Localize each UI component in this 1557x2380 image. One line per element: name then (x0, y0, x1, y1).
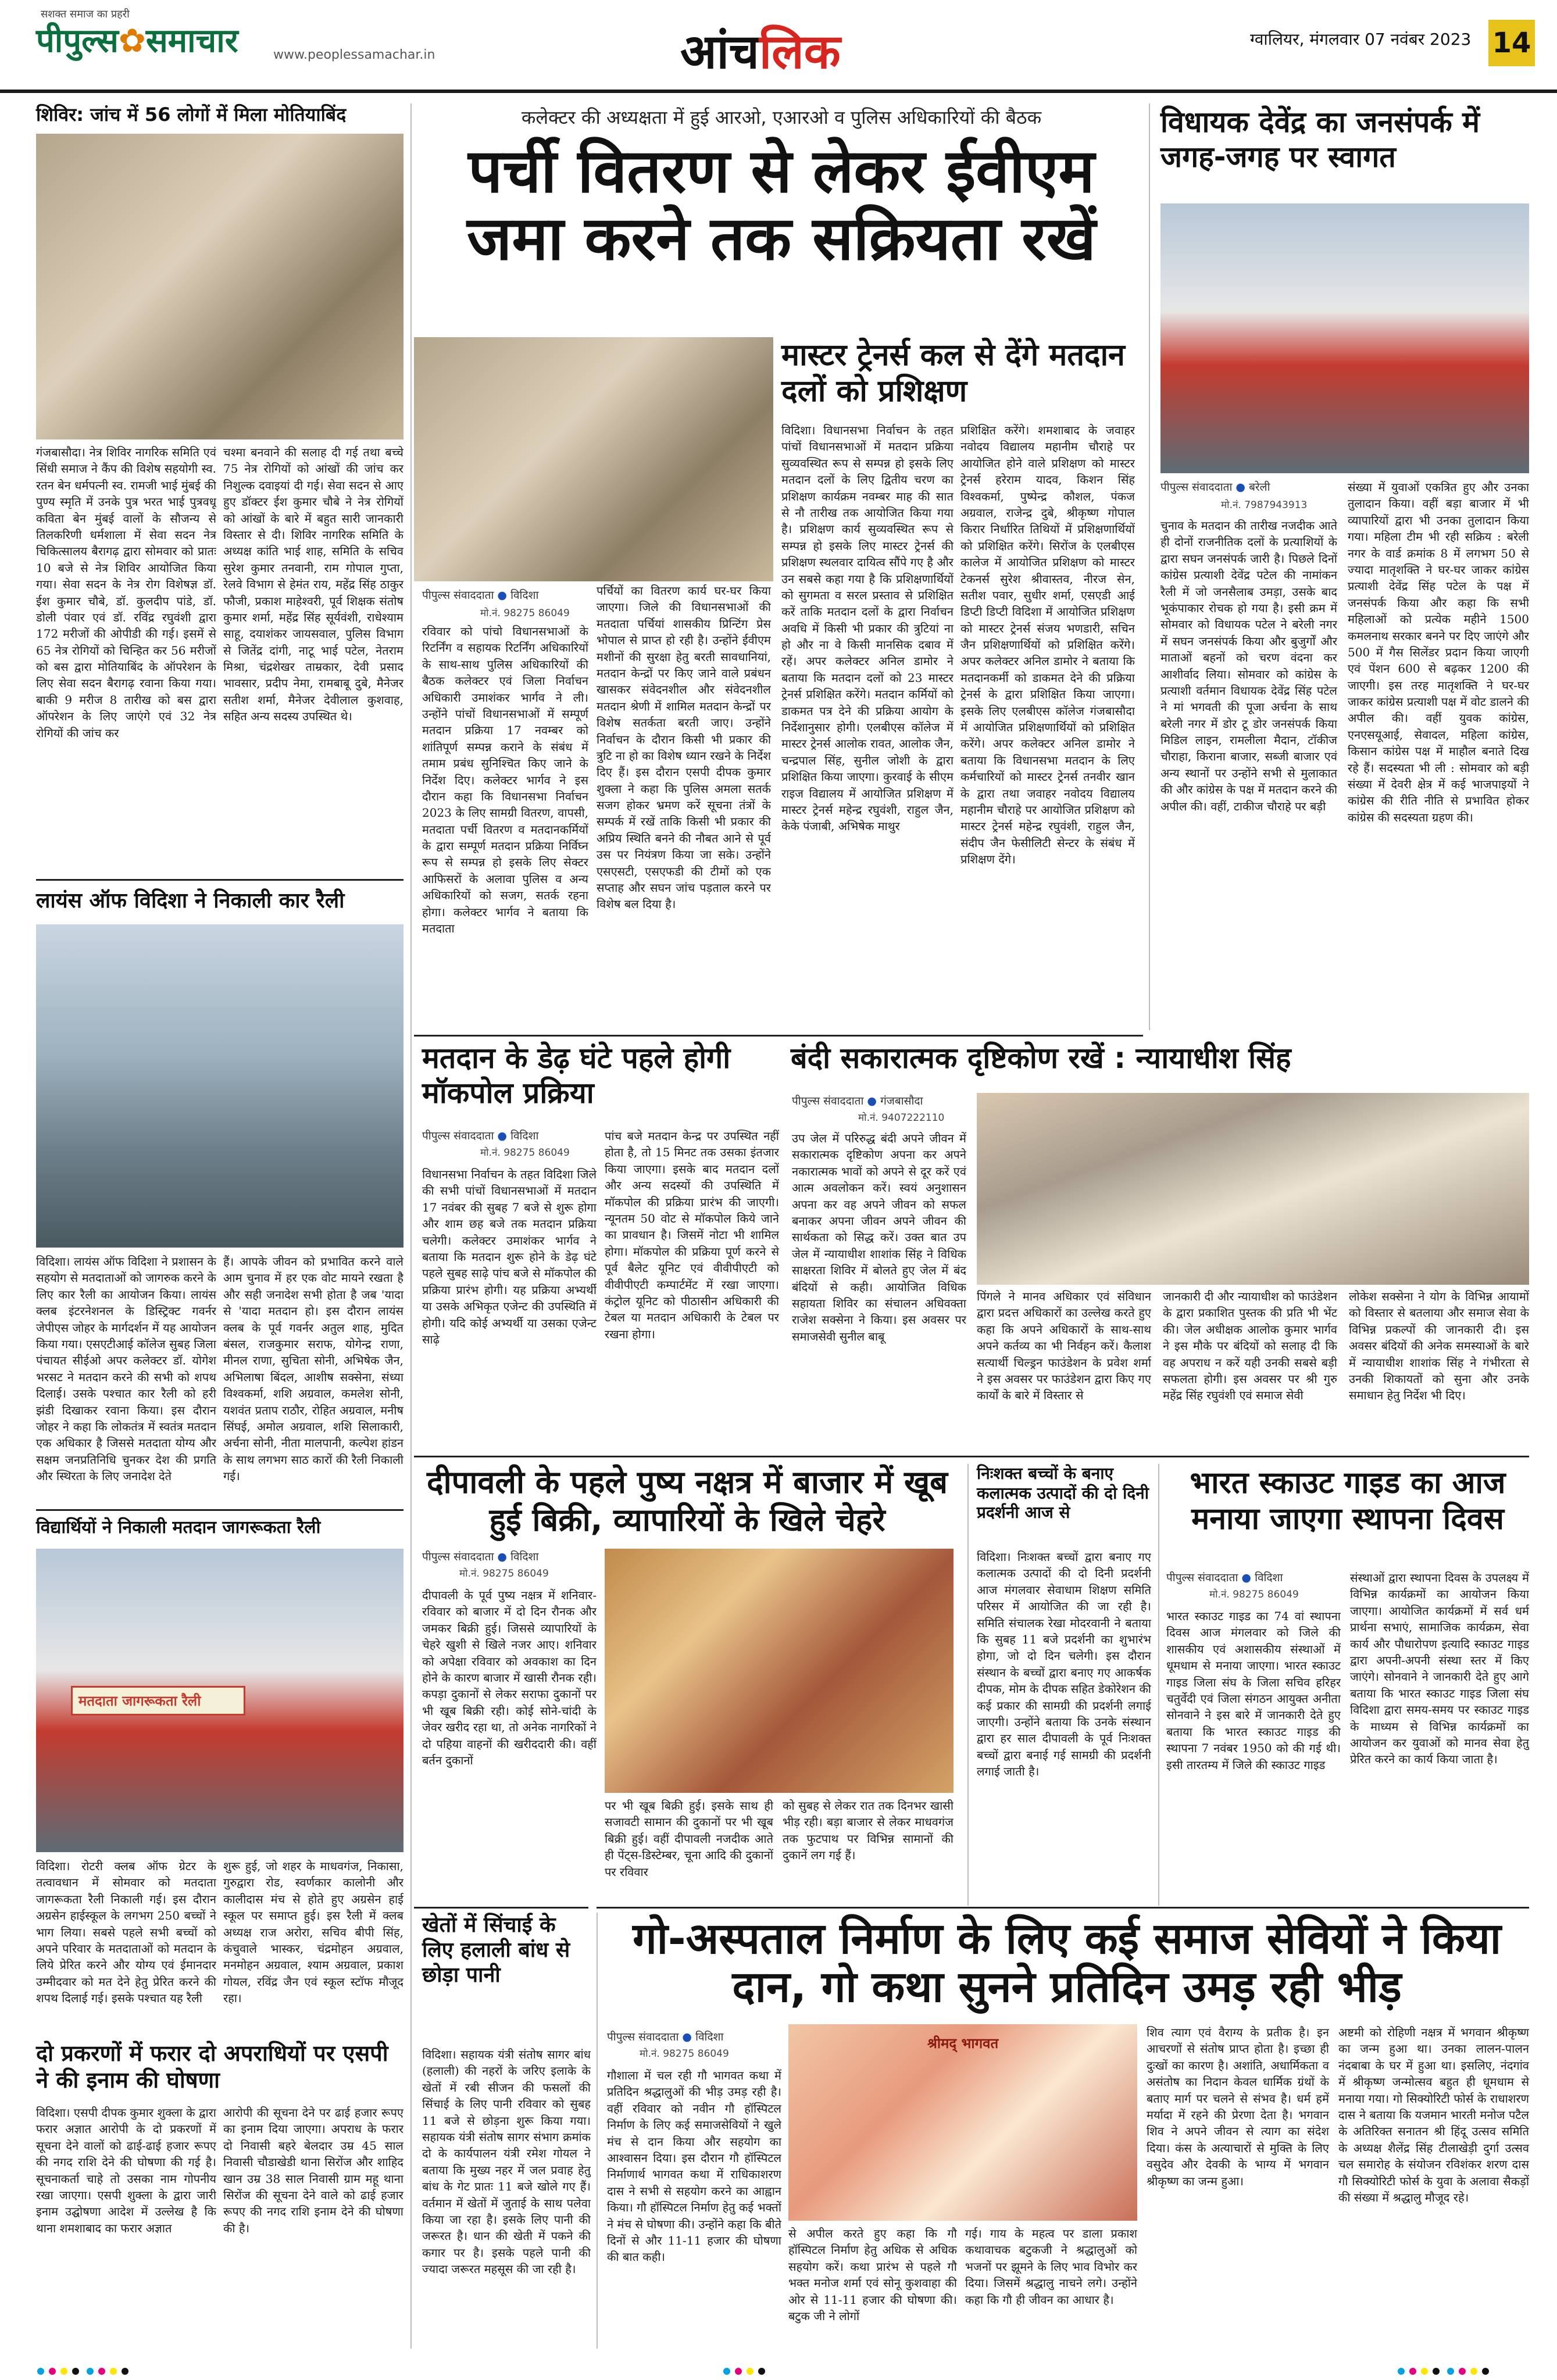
gau-byline (607, 2029, 723, 2044)
car-rally-body-col2: हैं। आपके जीवन को प्रभावित करने वाले आम चुनाव में हर एक वोट मायने रखता है और सही जनादेश सभी होता है जब 'यादा से 'यादा मतदान हो। इस दौरान लायंस क्लब के पूर्व गवर्नर अतुल शाह, मुदित बंसल, राजकुमार सराफ, योगेन्द्र राणा, मीनल राणा, सुचिता सोनी, अभिषेक जैन, अभिलाषा बिंदल, आशीष सक्सेना, संध्या विश्वकर्मा, शशि अग्रवाल, कमलेश सोनी, यशवंत प्रताप राठौर, रोहित अग्रवाल, मनीष सिंघई, अमोल अग्रवाल, शशि सिलाकारी, अर्चना सोनी, नीता मालपानी, कल्पेश हांडन के साथ लगभग साठ कारों की रैली निकाली गई। (223, 1255, 403, 1484)
absconders-body-col1: विदिशा। एसपी दीपक कुमार शुक्ला के द्वारा फरार अज्ञात आरोपी के दो प्रकरणों में सूचना देने वालों को ढाई-ढाई हजार रूपए की नगद राशि देने की घोषणा की गई है। सूचनाकर्ता चाहे तो उसका नाम गोपनीय रखा जाएगा। एसपी शुक्ला के द्वारा जारी इनाम उद्घोषणा आदेश में उल्लेख है कि थाना शमशाबाद का फरार अज्ञात (36, 2106, 216, 2235)
mockpoll-byline (422, 1128, 538, 1143)
mla-byline-place: बरेली (1249, 481, 1270, 494)
dateline: ग्वालियर, मंगलवार 07 नवंबर 2023 (1250, 30, 1472, 49)
judge-mobile: मो.नं. 9407222110 (858, 1112, 945, 1124)
diwali-body-col1: दीपावली के पूर्व पुष्य नक्षत्र में शनिवार-रविवार को बाजार में दो दिन रौनक और जमकर बिक्री हुई। जिससे व्यापारियों के चेहरे खुशी से खिले नजर आए। शनिवार को अपेक्षा रविवार को अवकाश का दिन होने के कारण बाजार में खासी रौनक रही। कपड़ा दुकानों से लेकर सराफा दुकानों पर भी खूब बिक्री रही। कोई सोने-चांदी के जेवर खरीद रहा था, तो अनेक नागरिकों ने दो पहिया वाहनों की खरीददारी की। वहीं बर्तन दुकानों (422, 1588, 597, 1767)
diwali-body-col3: को सुबह से लेकर रात तक दिनभर खासी भीड़ रही। बड़ा बाजार से लेकर माधवगंज तक फुटपाथ पर विभिन्न सामानों की दुकानें लग गई हैं। (783, 1799, 954, 1863)
absconders-headline[interactable]: दो प्रकरणों में फरार दो अपराधियों पर एसपी ने की इनाम की घोषणा (36, 2040, 388, 2093)
page-number: 14 (1488, 20, 1535, 66)
car-rally-photo (36, 924, 403, 1248)
scout-body-col2: संस्थाओं द्वारा स्थापना दिवस के उपलक्ष्य में विभिन्न कार्यक्रमों का आयोजन किया जाएगा। आयोजित कार्यक्रमों में सर्व धर्म प्रार्थना सभाएं, सामाजिक कार्यक्रम, सेवा कार्य और पौधारोपण इत्यादि स्काउट गाइड द्वारा अपनी-अपनी संस्था स्तर में किए जाएंगे। सोनवाने ने जानकारी देते हुए आगे बताया कि भारत स्काउट गाइड जिला संघ विदिशा द्वारा समय-समय पर स्काउट गाइड के माध्यम से विभिन्न कार्यक्रमों का आयोजन कर युवाओं को मानव सेवा हेतु प्रेरित करने का कार्य किया जाता है। (1350, 1571, 1529, 1767)
column-rule (410, 103, 412, 2349)
judge-body-col4: लोकेश सक्सेना ने योग के विभिन्न आयामों को विस्तार से बतलाया और समाज सेवा के विभिन्न प्रकल्पों की जानकारी दी। इस अवसर बंदियों की अनेक समस्याओं के बारे में न्यायाधीश शाशांक सिंह ने गंभीरता से उनकी शिकायतों को सुना और उनके समाधान हेतु निर्देश भी दिए। (1349, 1289, 1529, 1403)
mla-byline-name: पीपुल्स संवाददाता (1160, 481, 1233, 494)
divider (414, 1035, 1143, 1037)
scout-byline (1166, 1570, 1283, 1585)
exhibition-body: विदिशा। निःशक्त बच्चों द्वारा बनाए गए कलात्मक उत्पादों की दो दिनी प्रदर्शनी आज मंगलवार सेवाधाम शिक्षण समिति परिसर में आयोजित की जा रही है। समिति संचालक रेखा मोदरवानी ने बताया कि सुबह 11 बजे प्रदर्शनी का शुभारंभ होगा, जो दो दिन चलेगी। इस दौरान संस्थान के बच्चों द्वारा बनाए गए आकर्षक दीपक, मोम के दीपक सहित डेकोरेशन की कई प्रकार की सामग्री की प्रदर्शनी लगाई जाएगी। उन्होंने बताया कि उनके संस्थान द्वारा हर साल दीपावली के पूर्व निःशक्त बच्चों द्वारा बनाई गई सामग्री की प्रदर्शनी लगाई जाती है। (977, 1550, 1151, 1779)
divider (597, 1907, 1529, 1909)
dam-headline[interactable]: खेतों में सिंचाई के लिए हलाली बांध से छोड़ा पानी (422, 1913, 570, 1988)
gau-headline[interactable]: गो-अस्पताल निर्माण के लिए कई समाज सेवियों ने किया दान, गो कथा सुनने प्रतिदिन उमड़ रही भीड़ (633, 1914, 1501, 2012)
dot-icon: ● (497, 589, 508, 602)
tagline: सशक्त समाज का प्रहरी (41, 8, 130, 20)
mla-body-col1: चुनाव के मतदान की तारीख नजदीक आते ही दोनों राजनीतिक दलों के प्रत्याशियों के द्वारा सघन जनसंपर्क जारी है। पिछले दिनों कांग्रेस प्रत्याशी देवेंद्र पटेल की नामांकन रैली में जो जनसैलाब उमड़ा, उसके बाद भूकंपाकार रोचक हो गया है। इसी क्रम में सोमवार को विधायक पटेल ने बरेली नगर में सघन जनसंपर्क किया और बुजुर्गों और माताओं बहनों को चरण वंदना कर आशीर्वाद लिया। सोमवार को कांग्रेस के प्रत्याशी वर्तमान विधायक देवेंद्र सिंह पटेल ने मां भगवती की पूजा अर्चना के साथ बरेली नगर में डोर टू डोर जनसंपर्क किया मिडिल लाइन, रामलीला मैदान, टॉकीज चौराहा, किराना बाजार, सब्जी बाजार एवं अन्य स्थानों पर उन्होंने सभी से मुलाकात की और कांग्रेस के पक्ष में मतदान करने की अपील की। वहीं, टाकीज चौराहे पर बड़ी (1160, 519, 1337, 813)
website-link[interactable]: www.peoplessamachar.in (273, 48, 435, 62)
diwali-byline (422, 1549, 538, 1564)
mla-headline[interactable]: विधायक देवेंद्र का जनसंपर्क में जगह-जगह पर स्वागत (1160, 105, 1480, 174)
judge-body-col1: उप जेल में परिरुद्ध बंदी अपने जीवन में सकारात्मक दृष्टिकोण अपना कर अपने नकारात्मक भावों को अपने से दूर करें एवं आत्म अवलोकन करें। स्वयं अनुशासन अपना कर वह अपने जीवन को सफल बनाकर अपना जीवन अपने जीवन की सार्थकता को सिद्ध करें। उक्त बात उप जेल में न्यायाधीश शाशांक सिंह ने विधिक साक्षरता शिविर में बोलते हुए जेल में बंद बंदियों से कही। आयोजित विधिक सहायता शिविर का संचालन अधिवक्ता राजेश सक्सेना ने किया। इस अवसर पर समाजसेवी सुनील बाबू (792, 1131, 966, 1343)
mockpoll-body-col1: विधानसभा निर्वाचन के तहत विदिशा जिले की सभी पांचों विधानसभाओं में मतदान 17 नवंबर की सुबह 7 बजे से शुरू होगा और शाम छह बजे तक मतदान प्रक्रिया चलेगी। कलेक्टर उमाशंकर भार्गव ने बताया कि मतदान शुरू होने के डेढ़ घंटे पहले सुबह साढ़े पांच बजे से मॉकपोल की प्रक्रिया प्रारंभ होगी। यह प्रक्रिया अभ्यर्थी या उसके अभिकृत एजेन्ट की उपस्थिति में होगी। यदि कोई अभ्यर्थी या उसका एजेन्ट साढ़े (422, 1167, 597, 1346)
judge-headline[interactable]: बंदी सकारात्मक दृष्टिकोण रखें : न्यायाधीश सिंह (791, 1041, 1291, 1075)
judge-byline-name: पीपुल्स संवाददाता (792, 1095, 864, 1107)
brand-right: समाचार (145, 22, 238, 60)
students-rally-photo (36, 1549, 403, 1852)
judge-byline-place: गंजबासौदा (880, 1095, 923, 1107)
masthead (0, 0, 1557, 93)
lead-byline (422, 587, 597, 602)
scout-byline-name: पीपुल्स संवाददाता (1166, 1571, 1238, 1584)
divider (414, 1907, 588, 1909)
judge-body-col3: जानकारी दी और न्यायाधीश को फाउंडेशन के द्वारा प्रकाशित पुस्तक की प्रति भी भेंट की। जेल अधीक्षक आलोक कुमार भार्गव ने इस मौके पर बंदियों को सलाह दी कि वह अपराध न करें यही उनकी सबसे बड़ी सफलता होगी। इस अवसर पर श्री गुरु महेंद्र सिंह रघुवंशी एवं समाज सेवी (1163, 1289, 1337, 1403)
mla-photo (1160, 203, 1529, 473)
dam-body: विदिशा। सहायक यंत्री संतोष सागर बांध (हलाली) की नहरों के जरिए इलाके के खेतों में रबी सीजन की फसलों की सिंचाई के लिए पानी रविवार को सुबह 11 बजे से छोड़ना शुरू किया गया। सहायक यंत्री संतोष सागर संभाग क्रमांक दो के कार्यपालन यंत्री रमेश गोयल ने बताया कि मुख्य नहर में जल प्रवाह हेतु बांध के गेट प्रातः 11 बजे खोले गए हैं। वर्तमान में खेतों में जुताई के साथ पलेवा किया जा रहा है। इसके लिए पानी की जरूरत है। धान की खेती में पकने की कगार पर है। इसके पहले पानी की ज्यादा जरूरत महसूस की जा रही है। (422, 2047, 591, 2277)
section-title-a: आंच (680, 24, 759, 80)
judge-byline (792, 1093, 923, 1108)
trainers-body-col1: विदिशा। विधानसभा निर्वाचन के तहत पांचों विधानसभाओं में मतदान प्रक्रिया सुव्यवस्थित रूप से सम्पन्न हो इसके लिए मतदान दलों के लिए द्वितीय चरण का प्रशिक्षण कार्यक्रम नवम्बर माह की सात से नौ तारीख तक आयोजित किया गया है। प्रशिक्षण कार्य सुव्यवस्थित रूप से सम्पन्न हो इसके लिए मास्टर ट्रेनर्स की प्रशिक्षण स्थलवार दायित्व सौंपे गए है और उन सबसे कहा गया है कि प्रशिक्षणार्थियों को सुगमता व सरल प्रस्ताव से प्रशिक्षित करें ताकि मतदान दलों के द्वारा निर्वाचन अवधि में किसी भी प्रकार की त्रुटियां ना हो और ना वे किसी मानसिक दबाव में रहें। अपर कलेक्टर अनिल डामोर ने बताया कि मतदान दलों को 23 मास्टर ट्रेनर्स प्रशिक्षित करेंगे। मतदान कर्मियों को डाकमत पत्र देने की प्रक्रिया आयोग के निर्देशानुसार होगी। एलबीएस कॉलेज में मास्टर ट्रेनर्स आलोक रावत, आलोक जैन, चन्द्रपाल सिंह, सुनील जोशी के द्वारा प्रशिक्षित किया जाएगा। कुरवाई के सीएम राइज विद्यालय में आयोजित प्रशिक्षण में मास्टर ट्रेनर्स महेन्द्र रघुवंशी, राहुल जैन, केके पंजाबी, अभिषेक माथुर (781, 423, 954, 834)
diwali-headline[interactable]: दीपावली के पहले पुष्य नक्षत्र में बाजार में खूब हुई बिक्री, व्यापारियों के खिले चेहरे (427, 1464, 948, 1538)
lead-kicker: कलेक्टर की अध्यक्षता में हुई आरओ, एआरओ व पुलिस अधिकारियों की बैठक (521, 106, 1042, 128)
scout-byline-place: विदिशा (1255, 1571, 1283, 1584)
lead-headline[interactable]: पर्ची वितरण से लेकर ईवीएम जमा करने तक सक्रियता रखें (467, 135, 1096, 274)
lead-byline-name: पीपुल्स संवाददाता (422, 589, 494, 602)
section-title (680, 17, 841, 83)
students-rally-headline[interactable]: विद्यार्थियों ने निकाली मतदान जागरूकता रैली (36, 1517, 321, 1538)
dot-icon: ● (497, 1130, 508, 1142)
absconders-body-col2: आरोपी की सूचना देने पर ढाई हजार रूपए का इनाम दिया जाएगा। अपराध के फरार दो निवासी बहरे बेलदार उम्र 45 साल निवासी चौडाखेडी थाना सिरोंज और शाहिद खान उम्र 38 साल निवासी ग्राम महू थाना सिरोंज की सूचना देने वाले को ढाई हजार रूपए की नगद राशि इनाम देने की घोषणा की है। (223, 2106, 403, 2235)
scout-headline[interactable]: भारत स्काउट गाइड का आज मनाया जाएगा स्थापना दिवस (1190, 1466, 1506, 1537)
mla-mobile: मो.नं. 7987943913 (1221, 499, 1308, 511)
brand-flower-icon: ✿ (118, 22, 146, 60)
gau-mobile: मो.नं. 98275 86049 (640, 2048, 729, 2060)
diwali-mobile: मो.नं. 98275 86049 (459, 1568, 549, 1579)
divider (414, 1456, 1529, 1457)
students-rally-body-col1: विदिशा। रोटरी क्लब ऑफ ग्रेटर के तत्वावधान में सोमवार को मतदाता जागरूकता रैली निकाली गई। इस दौरान अग्रसेन हाईस्कूल के लगभग 250 बच्चों ने भाग लिया। सबसे पहले सभी बच्चों को अपने परिवार के मतदाताओं को मतदान के लिये प्रेरित करने और योग्य एवं ईमानदार उम्मीदवार को मत देने हेतु प्रेरित करने की शपथ दिलाई गई। इसके पश्चात यह रैली (36, 1859, 216, 2006)
column-rule (597, 1913, 598, 2349)
mockpoll-byline-name: पीपुल्स संवाददाता (422, 1130, 494, 1142)
trainers-headline[interactable]: मास्टर ट्रेनर्स कल से देंगे मतदान दलों को प्रशिक्षण (781, 338, 1125, 409)
lead-byline-place: विदिशा (510, 589, 539, 602)
section-title-b: लिक (759, 24, 841, 80)
dot-icon: ● (1241, 1571, 1252, 1584)
car-rally-headline[interactable]: लायंस ऑफ विदिशा ने निकाली कार रैली (36, 889, 345, 913)
mockpoll-body-col2: पांच बजे मतदान केन्द्र पर उपस्थित नहीं होता है, तो 15 मिनट तक उसका इंतजार किया जाएगा। इसके बाद मतदान दलों और अन्य सदस्यों की उपस्थिति में मॉकपोल की प्रक्रिया प्रारंभ की जाएगी। न्यूनतम 50 वोट से मॉकपोल किये जाने का प्रावधान है। जिसमें नोटा भी शामिल होगा। मॉकपोल की प्रक्रिया पूर्ण करने से पूर्व बैलेट यूनिट एवं वीवीपीएटी को वीवीपीएटी कम्पार्टमेंट में रखा जाएगा। कंट्रोल यूनिट को पीठासीन अधिकारी की टेबल या मतदान अधिकारी के टेबल पर रखना होगा। (605, 1129, 779, 1341)
diwali-photo (605, 1549, 954, 1793)
car-rally-body-col1: विदिशा। लायंस ऑफ विदिशा ने प्रशासन के सहयोग से मतदाताओं को जागरुक करने के लिए कार रैली का आयोजन किया। लायंस क्लब इंटरनेशनल के डिस्ट्रिक्ट गवर्नर जेपीएस जोहर के मार्गदर्शन में यह आयोजन किया गया। एसएटीआई कॉलेज सुबह जिला पंचायत सीईओ अपर कलेक्टर डॉ. योगेश भरसट ने मतदान करने की सभी को शपथ दिलाई। उसके पश्चात कार रैली को हरी झंडी दिखाकर रवाना किया। इस दौरान जोहर ने कहा कि लोकतंत्र में स्वतंत्र मतदान एक अधिकार है जिससे मतदाता योग्य और सक्षम जनप्रतिनिधि चुनकर देश की प्रगति और स्थिरता के लिए जनादेश देते (36, 1255, 216, 1484)
camp-body-col1: गंजबासौदा। नेत्र शिविर नागरिक समिति एवं सिंधी समाज ने कैंप की विशेष सहयोगी स्व. रतन बेन धर्मपत्नी स्व. रामजी भाई मुंबई की पुण्य स्मृति में उनके पुत्र भरत भाई पुत्रवधू कविता बेन मुंबई वालों के सौजन्य से तिलकरिणी धर्मशाला में सेवा सदन नेत्र चिकित्सालय बैरागढ़ द्वारा सोमवार को प्रातः 10 बजे से नेत्र शिविर आयोजित किया गया। सेवा सदन के नेत्र रोग विशेषज्ञ डॉ. ईश कुमार चौबे, डॉ. कुलदीप पांडे, डॉ. डोली पंवार एवं डॉ. रविंद्र रघुवंशी द्वारा 172 मरीजों की ओपीडी की गई। इसमें से 65 नेत्र रोगियों को चिन्हित कर 56 मरीजों को बस द्वारा मोतियाबिंद के ऑपरेशन के लिए सेवा सदन बैरागढ़ रवाना किया गया। बाकी 9 मरीज 8 तारीख को बस द्वारा ऑपरेशन के लिए जाएंगे एवं 32 नेत्र रोगियों की जांच कर (36, 445, 216, 740)
column-rule (967, 1464, 969, 1906)
gau-banner: श्रीमद् भागवत (927, 2035, 999, 2052)
lead-photo (414, 337, 773, 581)
gau-photo (788, 2024, 1137, 2221)
diwali-byline-name: पीपुल्स संवाददाता (422, 1550, 494, 1563)
judge-body-col2: पिंगले ने मानव अधिकार एवं संविधान द्वारा प्रदत्त अधिकारों का उल्लेख करते हुए कहा कि अपने अधिकारों के साथ-साथ अपने कर्तव्य का भी निर्वहन करें। कैलाश सत्यार्थी चिल्ड्रन फाउंडेशन के प्रवेश शर्मा ने इस अवसर पर फाउंडेशन द्वारा किए गए कार्यों के बारे में विस्तार से (977, 1289, 1151, 1403)
trainers-body-col2: प्रशिक्षित करेंगे। शमशाबाद के जवाहर नवोदय विद्यालय महानीम चौराहे पर आयोजित होने वाले प्रशिक्षण को मास्टर ट्रेनर्स हरेराम यादव, किशन सिंह विश्वकर्मा, पुष्पेन्द्र कौशल, पंकज अग्रवाल, राजेन्द्र दुबे, श्रीकृष्ण गोपाल किरार निर्धारित तिथियों में प्रशिक्षणार्थियों को प्रशिक्षित करेंगे। सिरोंज के एलबीएस कालेज में आयोजित प्रशिक्षण को मास्टर टेकनर्स सुरेश श्रीवास्तव, नीरज सेन, सतीश पवार, सुधीर शर्मा, एसएडी आई डिप्टी डिप्टी विदिशा में आयोजित प्रशिक्षण को मास्टर ट्रेनर्स संजय भणडारी, सचिन जैन प्रशिक्षणार्थियों को प्रशिक्षित करेंगे। अपर कलेक्टर अनिल डामोर ने बताया कि मतदानकर्मी को डाकमत देने की प्रक्रिया ट्रेनर्स के द्वारा प्रशिक्षित किया जाएगा। इसके लिए एलबीएस कॉलेज गंजबासौदा में आयोजित प्रशिक्षणार्थियों को प्रशिक्षित करेंगे। अपर कलेक्टर अनिल डामोर ने बताया कि विधानसभा मतदान के लिए कर्मचारियों को मास्टर ट्रेनर्स तनवीर खान के द्वारा तथा जवाहर नवोदय विद्यालय महानीम चौराहे पर आयोजित प्रशिक्षण को मास्टर ट्रेनर्स महेन्द्र रघुवंशी, राहुल जैन, संदीप जैन फेसीलिटी सेन्टर के संबंध में प्रशिक्षण देंगे। (960, 423, 1135, 867)
dot-icon: ● (497, 1550, 508, 1563)
students-rally-body-col2: शुरू हुई, जो शहर के माधवगंज, निकासा, गुरुद्वारा रोड, स्वर्णकार कालोनी और कालीदास मंच से होते हुए अग्रसेन हाई स्कूल पर समाप्त हुई। इस रैली में क्लब अध्यक्ष राज अरोरा, सचिव बीपी सिंह, कंचुवाले भास्कर, चंद्रमोहन अग्रवाल, मनमोहन अग्रवाल, श्याम अग्रवाल, प्रकाश गोयल, रविंद्र जैन एवं स्कूल स्टॉफ मौजूद रहा। (223, 1859, 403, 2006)
gau-body-col3: गई। गाय के महत्व पर डाला प्रकाश कथावाचक बटुकजी ने श्रद्धालुओं को भजनों पर झूमने के लिए भाव विभोर कर दिया। जिसमें श्रद्धालु नाचने लगे। उन्होंने कहा कि गौ ही जीवन का आधार है। (965, 2227, 1137, 2307)
lead-mobile: मो.नं. 98275 86049 (480, 607, 570, 619)
column-rule (1158, 1464, 1159, 1906)
mockpoll-byline-place: विदिशा (510, 1130, 539, 1142)
mla-body-col2: संख्या में युवाओं एकत्रित हुए और उनका तुलादान किया। वहीं बड़ा बाजार में भी व्यापारियों द्वारा भी उनका तुलादान किया गया। महिला टीम भी रही सक्रिय : बरेली नगर के वार्ड क्रमांक 8 में लगभग 50 से ज्यादा मातृशक्ति ने घर-घर जाकर कांग्रेस प्रत्याशी देवेंद्र सिंह पटेल के पक्ष में जनसंपर्क किया और कहा कि सभी महिलाओं को प्रत्येक महीने 1500 कमलनाथ सरकार बनने पर दिए जाएंगे और 500 में गैस सिलेंडर प्रदान किया जाएगी एवं पेंशन 600 से बढ़कर 1200 की जाएगी। इस तरह मातृशक्ति ने घर-घर जाकर कांग्रेस प्रत्याशी पक्ष में वोट डालने की अपील की। वहीं युवक कांग्रेस, एनएसयूआई, सेवादल, महिला कांग्रेस, किसान कांग्रेस पक्ष में माहौल बनाते दिख रहे हैं। सदस्यता भी ली : सोमवार को बड़ी संख्या में देवरी क्षेत्र में कई भाजपाइयों ने कांग्रेस की रीति नीति से प्रभावित होकर कांग्रेस की सदस्यता ग्रहण की। (1348, 480, 1529, 824)
camp-photo (36, 134, 403, 439)
scout-body-col1: भारत स्काउट गाइड का 74 वां स्थापना दिवस आज मंगलवार को जिले की शासकीय एवं अशासकीय संस्थाओं में धूमधाम से मनाया जाएगा। भारत स्काउट गाइड जिला संघ के जिला सचिव हरिहर चतुर्वेदी एवं जिला संगठन आयुक्त अनीता सोनवाने ने इस बारे में जानकारी देते हुए बताया कि भारत स्काउट गाइड की स्थापना 7 नवंबर 1950 को की गई थी। इसी तारतम्य में जिले की स्काउट गाइड (1166, 1609, 1341, 1772)
brand-left: पीपुल्स (36, 22, 119, 60)
exhibition-headline[interactable]: निःशक्त बच्चों के बनाए कलात्मक उत्पादों की दो दिनी प्रदर्शनी आज से (977, 1464, 1149, 1523)
dot-icon: ● (1235, 481, 1246, 494)
mla-byline (1160, 479, 1270, 494)
lead-body-col1: रविवार को पांचो विधानसभाओं के रिटर्निंग व सहायक रिटर्निंग अधिकारियों के साथ-साथ पुलिस अधिकारियों की बैठक कलेक्टर एवं जिला निर्वाचन अधिकारी उमाशंकर भार्गव ने ली। उन्होंने पांचों विधानसभाओं में सम्पूर्ण मतदान प्रक्रिया 17 नवम्बर को शांतिपूर्ण सम्पन्न कराने के संबंध में तमाम प्रबंध सुनिश्चित किए जाने के निर्देश दिए। कलेक्टर भार्गव ने इस दौरान कहा कि विधानसभा निर्वाचन 2023 के लिए सामग्री वितरण, वापसी, मतदाता पर्ची वितरण व मतदानकर्मियों के द्वारा सम्पूर्ण मतदान प्रक्रिया निर्विघ्न रूप से सम्पन्न हो इसके लिए सेक्टर आफिसरों के अलावा पुलिस व अन्य अधिकारियों को सजग, सतर्क रहना होगा। कलेक्टर भार्गव ने बताया कि मतदाता (422, 624, 588, 936)
gau-body-col1: गौशाला में चल रही गौ भागवत कथा में प्रतिदिन श्रद्धालुओं की भीड़ उमड़ रही है। वहीं रविवार को नवीन गौ हॉस्पिटल निर्माण के लिए कई समाजसेवियों ने खुले मंच से दान किया और सहयोग का आश्वासन दिया। इस दौरान गौ हॉस्पिटल निर्माणार्थ भागवत कथा में राधिकाशरण दास ने सभी से सहयोग करने का आह्वान किया। गौ हॉस्पिटल निर्माण हेतु कई भक्तों ने मंच से घोषणा की। उन्होंने कहा कि बीते दिनों से और 11-11 हजार की घोषणा की बात कही। (607, 2068, 781, 2264)
gau-byline-place: विदिशा (695, 2031, 724, 2043)
gau-body-col2: से अपील करते हुए कहा कि गौ हॉस्पिटल निर्माण हेतु अधिक से अधिक सहयोग करें। कथा प्रारंभ से पहले गौ भक्त मनोज शर्मा एवं सोनू कुशवाहा की ओर से 11-11 हजार की घोषणा की। बटुक जी ने लोगों (788, 2227, 957, 2323)
footer-registration-dots (0, 2360, 1557, 2380)
divider (36, 879, 403, 881)
column-rule (1149, 103, 1150, 1030)
mockpoll-mobile: मो.नं. 98275 86049 (480, 1147, 570, 1159)
judge-photo (977, 1093, 1529, 1285)
gau-body-col5: अष्टमी को रोहिणी नक्षत्र में भगवान श्रीकृष्ण का जन्म हुआ था। उनका लालन-पालन नंदबाबा के घर में हुआ था। इसलिए, नंदगांव में श्रीकृष्ण जन्मोत्सव बहुत ही धूमधाम से मनाया गया। गो सिक्योरिटी फोर्स के राधाशरण दास ने बताया कि यजमान भारती मनोज पटैल के अतिरिक्त सनातन श्री हिंदू उत्सव समिति के अध्यक्ष शैलेंद्र सिंह टीलाखेड़ी दुर्गा उत्सव चल समारोह के संयोजन रविशंकर शरण दास गौ सिक्योरिटी फोर्स के युवा के अलावा सैकड़ों की संख्या में श्रद्धालु मौजूद रहे। (1338, 2025, 1529, 2204)
mockpoll-headline[interactable]: मतदान के डेढ़ घंटे पहले होगी मॉकपोल प्रक्रिया (422, 1041, 731, 1110)
divider (36, 1509, 403, 1511)
dot-icon: ● (867, 1095, 877, 1107)
brand-logo[interactable] (36, 17, 238, 62)
dot-icon: ● (682, 2031, 692, 2043)
diwali-body-col2: पर भी खूब बिक्री हुई। इसके साथ ही सजावटी सामान की दुकानों पर भी खूब बिक्री हुई। वहीं दीपावली नजदीक आते ही पेंट्स-डिस्टेम्बर, चूना आदि की दुकानों पर रविवार (605, 1799, 773, 1879)
gau-body-col4: शिव त्याग एवं वैराग्य के प्रतीक है। इन आचरणों से संतोष प्राप्त होता है। इच्छा ही दुःखों का कारण है। अशांति, अधार्मिकता व असंतोष का निदान केवल धार्मिक ग्रंथों के बताए मार्ग पर चलने से संभव है। धर्म हमें मर्यादा में रहने की प्रेरणा देता है। भगवान शिव ने अपने जीवन से त्याग का संदेश दिया। कंस के अत्याचारों से मुक्ति के लिए वसुदेव और देवकी के भाग्य में भगवान श्रीकृष्ण का जन्म हुआ। (1147, 2025, 1329, 2188)
camp-headline[interactable]: शिविर: जांच में 56 लोगों में मिला मोतियाबिंद (36, 103, 347, 126)
diwali-byline-place: विदिशा (510, 1550, 539, 1563)
scout-mobile: मो.नं. 98275 86049 (1209, 1589, 1299, 1600)
lead-body-col2: पर्चियों का वितरण कार्य घर-घर किया जाएगा। जिले की विधानसभाओं की मतदाता पर्चियां शासकीय प्रिन्टिंग प्रेस भोपाल से प्राप्त हो रही है। उन्होंने ईवीएम मशीनों की सुरक्षा हेतु बरती सावधानियां, मतदान केन्द्रों पर किए जाने वाले प्रबंधन खासकर संवेदनशील और संवेदनशील मतदान श्रेणी में शामिल मतदान केन्द्रों पर विशेष सतर्कता बरती जाए। उन्होंने निर्वाचन के दौरान किसी भी प्रकार की त्रुटि ना हो का विशेष ध्यान रखने के निर्देश दिए हैं। इस दौरान एसपी दीपक कुमार शुक्ला ने कहा कि पुलिस अमला सतर्क सजग होकर भ्रमण करें सूचना तंत्रों के सम्पर्क में रखें ताकि किसी भी प्रकार की अप्रिय स्थिति बनने की नौबत आने से पूर्व उस पर नियंत्रण किया जा सके। उन्होंने एसएसटी, एसएफडी की टीमों को एक सप्ताह और सघन जांच पड़ताल करने पर विशेष बल दिया है। (597, 584, 771, 912)
camp-body-col2: चश्मा बनवाने की सलाह दी गई तथा बच्चे 75 नेत्र रोगियों को आंखों की जांच कर निशुल्क दवाइयां दी गई। सेवा सदन से आए हुए डॉक्टर ईश कुमार चौबे ने नेत्र रोगियों को आंखों के बारे में बहुत सारी जानकारी विस्तार से दी। शिविर नागरिक समिति के अध्यक्ष कांति भाई शाह, समिति के सचिव सुरेश कुमार तनवानी, राम गोपाल गुप्ता, रेलवे विभाग से हेमंत राय, महेंद्र सिंह ठाकुर फौजी, प्रकाश माहेश्वरी, पूर्व शिक्षक संतोष कुमार शर्मा, महेंद्र सिंह सूर्यवंशी, राधेश्याम साहू, दयाशंकर जायसवाल, पुलिस विभाग से जितेंद्र दांगी, नाटू भाई पटेल, नेतराम मिश्रा, चंद्रशेखर ताम्रकार, देवी प्रसाद भावसार, प्रदीप नेमा, रामबाबू दुबे, मैनेजर सतीश शर्मा, मैनेजर देवीलाल कुशवाह, सहित अन्य सदस्य उपस्थित थे। (223, 445, 403, 724)
gau-byline-name: पीपुल्स संवाददाता (607, 2031, 679, 2043)
students-rally-banner: मतदाता जागरूकता रैली (71, 1686, 245, 1716)
